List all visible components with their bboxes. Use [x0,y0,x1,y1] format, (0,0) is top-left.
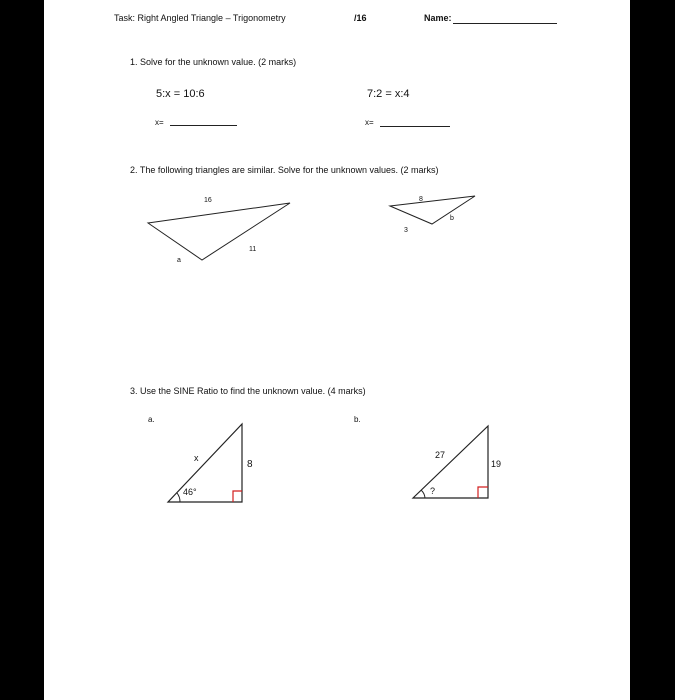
question-2-prompt: 2. The following triangles are similar. Solve for the unknown values. (2 marks) [130,165,439,175]
answer-a-label: x= [155,118,164,127]
question-3-prompt: 3. Use the SINE Ratio to find the unknown value. (4 marks) [130,386,366,396]
right-angle-marker-a [233,491,242,502]
question-1-prompt: 1. Solve for the unknown value. (2 marks) [130,57,297,67]
tri2-right-label: b [450,215,454,222]
tri-b-angle-label: ? [430,486,436,496]
tri2-bottom-label: 3 [404,227,408,234]
tri1-top-label: 16 [204,197,212,204]
angle-arc-b [421,490,425,498]
name-label: Name: [424,13,452,23]
tri-b-opposite-label: 19 [491,459,502,469]
equation-a: 5:x = 10:6 [156,88,205,100]
tri-a-opposite-label: 8 [247,459,253,470]
right-angle-marker-b [478,487,488,498]
equation-b: 7:2 = x:4 [367,88,410,100]
tri-b-hypotenuse-label: 27 [435,450,446,460]
task-title: Task: Right Angled Triangle – Trigonometry [114,13,286,23]
triangle-2 [390,196,475,224]
tri-a-hypotenuse-label: x [194,453,199,463]
similar-triangles-figure [44,0,630,700]
tri1-right-label: 11 [249,246,257,253]
part-a-label: a. [148,415,155,424]
answer-b-label: x= [365,118,374,127]
part-b-label: b. [354,415,361,424]
triangle-1 [148,203,290,260]
total-marks: /16 [354,13,367,23]
angle-arc-a [177,493,180,502]
tri2-top-label: 8 [419,196,423,203]
tri-a-angle-label: 46° [183,487,197,497]
sine-triangle-b [413,426,488,498]
tri1-left-label: a [177,257,181,264]
sine-triangle-a [168,424,242,502]
worksheet-page [44,0,630,700]
